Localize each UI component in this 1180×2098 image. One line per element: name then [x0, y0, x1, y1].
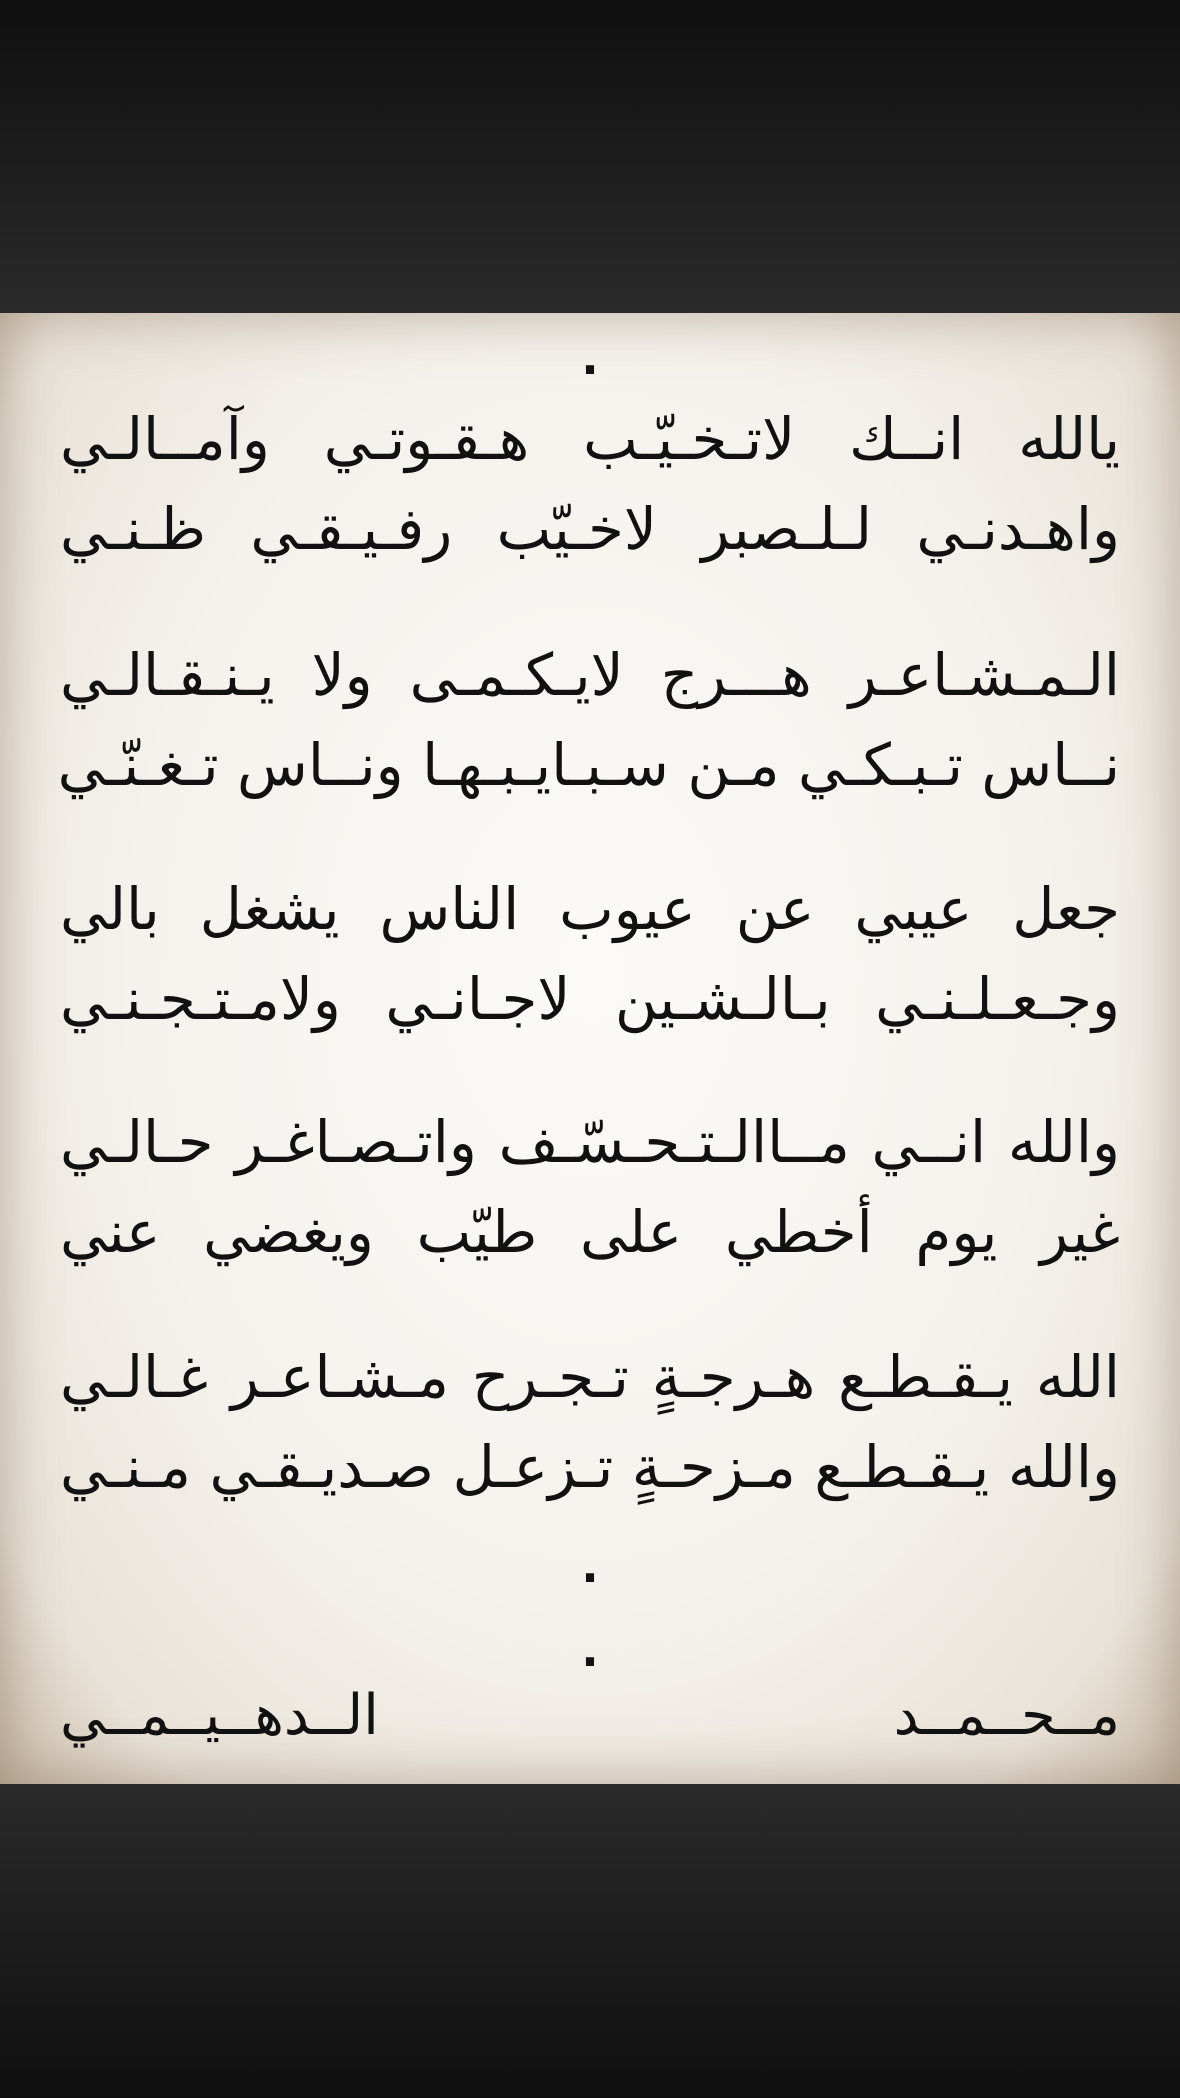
verse-5-line-2: والله يـقـطـع مـزحـةٍ تـزعـل صـديـقـي مـنـي	[60, 1433, 1120, 1501]
verse-3-line-2: وجـعـلـنـي بـالـشـين لاجـانـي ولامـتـجـنـي	[60, 965, 1120, 1033]
poet-signature: مــحــمــد الــدهــيــمــي	[60, 1683, 1120, 1748]
verse-2-line-1: الـمـشـاعـر هـــرج لايـكـمـى ولا يـنـقـالـي	[60, 641, 1120, 709]
verse-1-line-2: واهـدنـي لـلـصبر لاخـيّب رفـيـقـي ظـنـي	[60, 495, 1120, 563]
top-marker-dot: .	[581, 331, 599, 385]
top-dark-band	[0, 0, 1180, 313]
verse-4-line-1: والله انــي مــاالـتـحـسّـف واتـصـاغـر حـالـي	[60, 1108, 1120, 1176]
verse-1-line-1: يالله انــك لاتـخـيّـب هـقـوتـي وآمــالـي	[60, 405, 1120, 473]
verse-3-line-1: جعل عيبي عن عيوب الناس يشغل بالي	[60, 875, 1120, 943]
end-marker-dot-1: .	[581, 1539, 599, 1593]
verse-4-line-2: غير يوم أخطي على طيّب ويغضي عني	[60, 1198, 1120, 1266]
end-marker-dot-2: .	[581, 1623, 599, 1677]
poem-card	[0, 313, 1180, 1784]
verse-5-line-1: الله يـقـطـع هـرجـةٍ تـجـرح مـشـاعـر غـالـي	[60, 1343, 1120, 1411]
bottom-dark-band	[0, 1784, 1180, 2098]
verse-2-line-2: نــاس تـبـكـي مـن سـبـايـبـهـا ونــاس تـغـنّـي	[57, 731, 1120, 799]
